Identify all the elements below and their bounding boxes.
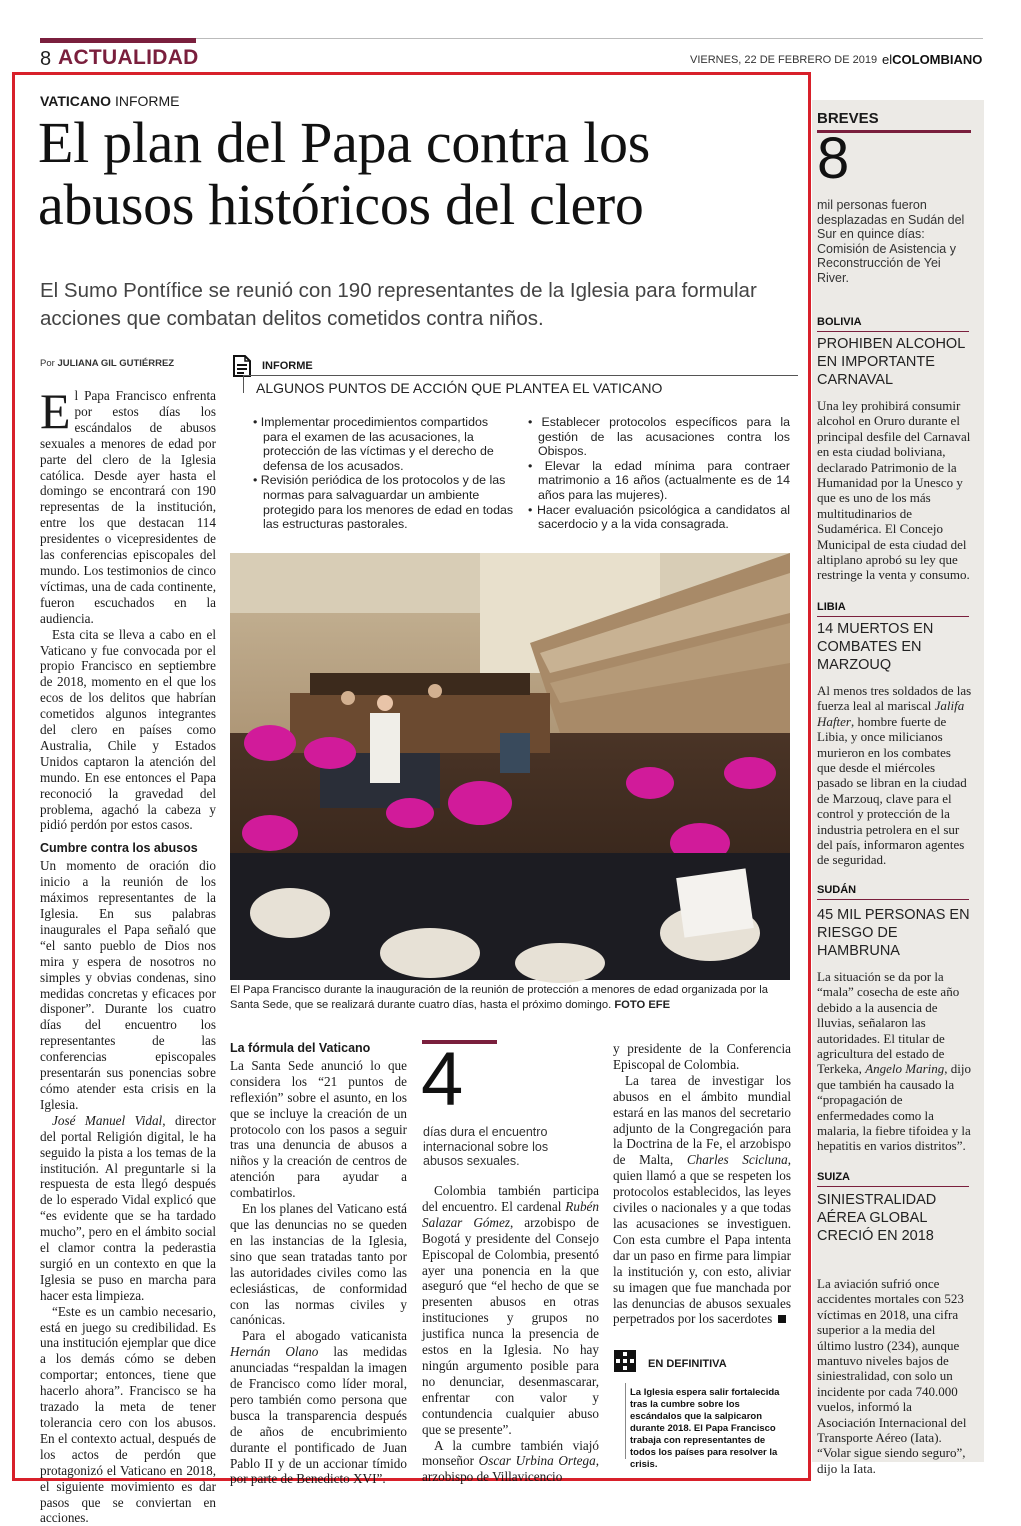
- logo-name: COLOMBIANO: [892, 52, 983, 67]
- bullet-item: • Elevar la edad mínima para contraer matrimonio a 16 años (actualmente es de 14 años para las mujeres).: [528, 459, 790, 503]
- article-column-2: [230, 1041, 407, 1487]
- bullet-item: • Establecer protocolos específicos para la gestión de las acusaciones contra los Obispos.: [528, 415, 790, 459]
- headline: El plan del Papa contra los abusos históricos del clero: [38, 110, 651, 237]
- paragraph: Un momento de oración dio inicio a la reunión de los máximos representantes de la Iglesia. En sus palabras inaugurales el Papa señaló que “el santo pueblo de Dios nos mira y espera de nosotros no simples y obvias condenas, sino medidas concretas y eficaces por disponer”. Durante los cuatro días del encuentro los representantes de las conferencias episcopales presentarán sus ponencias sobre cómo atender esta crisis en la Iglesia.: [40, 858, 216, 1112]
- bullet-item: • Revisión periódica de los protocolos y de las normas para salvaguardar un ambiente protegido para los menores de edad en todas las estructuras pastorales.: [253, 473, 515, 531]
- brief-rule: [817, 331, 969, 332]
- brief-text: Una ley prohibirá consumir alcohol en Oruro durante el principal desfile del Carnaval en esta ciudad boliviana, declarado Patrimonio de la Humanidad por la Unesco y que es uno de los más multitudinarios de Sudamérica. El Concejo Municipal de esta ciudad del altiplano aprobó su ley que restringe la venta y consumo.: [817, 398, 971, 583]
- summary-icon: [614, 1350, 636, 1372]
- byline: [40, 358, 174, 369]
- brief-text: [817, 969, 972, 1154]
- brief-headline: 14 MUERTOS EN COMBATES EN MARZOUQ: [817, 621, 934, 673]
- brief-text: [817, 683, 972, 868]
- paragraph: , arzobispo de Bogotá y presidente del Consejo Episcopal de Colombia, presentó ayer una ponencia en la que aseguró que “el hecho de que se presenten abusos en otras instituciones y grupos no justifica nunca la presencia de estos en la Iglesia. No hay ningún argumento posible para no denunciar, desenmascarar, enfrentar con valor y contundencia cualquier abuso que se presente”.: [422, 1214, 599, 1437]
- deck-subtitle: El Sumo Pontífice se reunió con 190 representantes de la Iglesia para formular acciones que combatan delitos cometidos contra niños.: [40, 279, 757, 330]
- newspaper-logo: [882, 52, 982, 67]
- sidebar-title: BREVES: [817, 110, 879, 127]
- paragraph: La Santa Sede anunció lo que considera los “21 puntos de reflexión” sobre el asunto, en los que se incluye la creación de un protocolo con los pasos a seguir tras una denuncia de abusos a niños y la creación de centros de atención para ayudar a combatirlos.: [230, 1057, 407, 1201]
- brief-text: La aviación sufrió once accidentes mortales con 523 víctimas en 2018, una cifra superior a la media del último lustro (234), aunque mantuvo niveles bajos de siniestralidad, con solo un incidente por cada 740.000 vuelos, informó la Asociación Internacional del Transporte Aéreo (Iata). “Volar sigue siendo seguro”, dijo la Iata.: [817, 1276, 967, 1476]
- brief-country: LIBIA: [817, 601, 846, 613]
- person-name: Hernán Olano: [230, 1344, 319, 1360]
- person-name: Charles Scicluna: [686, 1152, 788, 1168]
- person-name: Oscar Urbina Ortega: [478, 1453, 596, 1469]
- bullet-item: • Hacer evaluación psicológica a candidatos al sacerdocio y a la vida consagrada.: [528, 503, 790, 532]
- brief-country: SUDÁN: [817, 884, 857, 896]
- kicker-sub: INFORME: [114, 93, 180, 109]
- paragraph: , arzobispo de Villavicencio: [422, 1453, 599, 1485]
- logo-prefix: el: [882, 52, 893, 67]
- article-photo: [230, 553, 790, 980]
- paragraph: “Este es un cambio necesario, está en juego su credibilidad. Es una institución ejemplar que dice a los demás cómo se deben comportar; entonces, tiene que hacerlo ahora”. Francisco se ha trazado la meta de tener tolerancia cero con los abusos. En el contexto actual, después de los actos de perdón que protagonizó el Vaticano en 2018, el siguiente movimiento es dar pasos que se conviertan en acciones.: [40, 1303, 216, 1526]
- dropcap: E: [40, 383, 71, 439]
- end-mark: [778, 1315, 786, 1323]
- article-column-1: [40, 383, 216, 1526]
- brief-text-pre: La situación se da por la “mala” cosecha de este año debido a la ausencia de lluvias, señalaron las autoridades. El titular de agricultura del estado de Terkeka,: [817, 969, 960, 1077]
- photo-credit: [614, 999, 670, 1011]
- paragraph: , quien llamó a que se respeten los protocolos establecidos, las leyes civiles o nacionales y a que todas las acusaciones se investiguen. Con esta cumbre el Papa intenta dar un paso en firme para limpiar la institución y, con esto, aliviar su imagen que fue manchada por las denuncias de abusos sexuales perpetrados por los sacerdotes: [613, 1152, 791, 1327]
- paragraph-pre: Para el abogado vaticanista: [242, 1328, 407, 1344]
- brief-headline: PROHIBEN ALCOHOL EN IMPORTANTE CARNAVAL: [817, 336, 965, 388]
- informe-bullets-left: [253, 415, 515, 532]
- informe-bullets-right: [528, 415, 790, 532]
- paragraph-pre: Colombia también participa del encuentro. El cardenal: [422, 1183, 599, 1214]
- brief-headline: 45 MIL PERSONAS EN RIESGO DE HAMBRUNA: [817, 907, 970, 959]
- brief-text-pre: Al menos tres soldados de las fuerza leal al mariscal: [817, 683, 972, 714]
- caption-text: El Papa Francisco durante la inauguración de la reunión de protección a menores de edad organizada por la Santa Sede, que se realizará durante cuatro días, hasta el próximo domingo.: [230, 984, 768, 1011]
- paragraph: las medidas anunciadas “respaldan la imagen de Francisco como líder moral, pero también como persona que busca la transparencia después de años de encubrimiento durante el pontificado de Juan Pablo II y de un accionar tímido por parte de Benedicto XVI”.: [230, 1344, 407, 1487]
- brief-rule: [817, 1186, 969, 1187]
- paragraph-pre: A la cumbre también viajó monseñor: [422, 1437, 599, 1469]
- kicker-main: VATICANO: [40, 93, 112, 109]
- brief-country: SUIZA: [817, 1171, 850, 1183]
- stat-text: días dura el encuentro internacional sobre los abusos sexuales.: [423, 1125, 549, 1168]
- paragraph: , director del portal Religión digital, le ha seguido la pista a los temas de la institución. Al preguntarle si la respuesta de esta llegó después de lo esperado Vidal explicó que “es evidente que se ha tardado mucho”, pero en el ámbito social el clamor contra la pederastia surgió en un contexto en que la Iglesia se puso en marcha para hacer esta limpieza.: [40, 1112, 216, 1303]
- person-name: Jalifa Hafter: [817, 698, 965, 729]
- article-kicker: [40, 93, 180, 109]
- paragraph-pre: La tarea de investigar los abusos en el ámbito mundial estará en las manos del secretario adjunto de la Congregación para la Doctrina de la Fe, el arzobispo de Malta,: [613, 1072, 791, 1168]
- page-number: 8: [40, 48, 52, 70]
- brief-text-rest: , hombre fuerte de Libia, y once milicianos murieron en los combates que desde el miércoles pasado se libran en la ciudad de Marzouq, clave para el control y protección de la industria petrolera en el sur del país, informaron agentes de seguridad.: [817, 713, 967, 868]
- brief-rule: [817, 616, 969, 617]
- person-name: José Manuel Vidal: [52, 1112, 163, 1128]
- paragraph: y presidente de la Conferencia Episcopal de Colombia.: [613, 1041, 791, 1072]
- brief-text-rest: , dijo que también ha causado la “propagación de enfermedades como la malaria, la fiebre tifoidea y la hepatitis en varios distritos”.: [817, 1061, 971, 1154]
- summary-text: La Iglesia espera salir fortalecida tras la cumbre sobre los escándalos que la salpicaron durante 2018. El Papa Francisco trabaja con representantes de todos los países para resolver la crisis.: [630, 1387, 780, 1470]
- article-column-4: [613, 1041, 791, 1329]
- subhead: Cumbre contra los abusos: [40, 841, 198, 856]
- article-column-3: [422, 1183, 599, 1485]
- paragraph: Esta cita se lleva a cabo en el Vaticano y fue convocada por el propio Francisco en septiembre de 2018, momento en el que los ecos de los delitos que habrían cometidos algunos integrantes del clero en países como Australia, Chile y Estados Unidos captaron la atención del mundo. En ese entonces el Papa reconoció la gravedad del problema, agachó la cabeza y pidió perdón por estos casos.: [40, 626, 216, 833]
- informe-title: ALGUNOS PUNTOS DE ACCIÓN QUE PLANTEA EL VATICANO: [256, 380, 663, 396]
- paragraph: En los planes del Vaticano está que las denuncias no se queden en las instancias de la Iglesia, sino que sean tratadas tanto por las autoridades civiles como las eclesiásticas, de conformidad con las normas civiles y canónicas.: [230, 1201, 407, 1328]
- sidebar-big-number: 8: [817, 126, 850, 191]
- byline-author: JULIANA GIL GUTIÉRREZ: [57, 358, 175, 369]
- brief-rule: [817, 899, 969, 900]
- section-name: ACTUALIDAD: [58, 46, 199, 69]
- byline-prefix: Por: [40, 358, 55, 369]
- person-name: Angelo Maring: [865, 1061, 945, 1077]
- person-name: Rubén Salazar Gómez: [422, 1198, 599, 1230]
- summary-label: EN DEFINITIVA: [648, 1358, 727, 1370]
- photo-caption: [230, 983, 792, 1012]
- section-accent-bar: [40, 38, 196, 43]
- brief-country: BOLIVIA: [817, 316, 862, 328]
- informe-label: INFORME: [262, 360, 313, 372]
- bullet-item: • Implementar procedimientos compartidos para el examen de las acusaciones, la protección de las víctimas y el derecho de defensa de los acusados.: [253, 415, 515, 473]
- credit-prefix: FOTO: [614, 998, 646, 1011]
- issue-date: VIERNES, 22 DE FEBRERO DE 2019: [690, 54, 878, 66]
- stat-number: 4: [421, 1037, 464, 1122]
- sidebar-big-text: mil personas fueron desplazadas en Sudán del Sur en quince días: Comisión de Asistencia y Reconstrucción de Yei River.: [817, 198, 965, 285]
- document-icon: [232, 355, 252, 377]
- paragraph: l Papa Francisco enfrenta por estos días los escándalos de abusos sexuales a menores de edad por parte del clero de la Iglesia católica. Desde ayer hasta el domingo se encontrará con 190 representas de la institución, entre los que destacan 114 presidentes o vicepresidentes de las conferencias episcopales del mundo. Los testimonios de cinco víctimas, una de cada continente, fueron escuchados en la audiencia.: [40, 388, 216, 626]
- credit-agency: EFE: [648, 998, 671, 1011]
- subhead: La fórmula del Vaticano: [230, 1041, 371, 1055]
- brief-headline: SINIESTRALIDAD AÉREA GLOBAL CRECIÓ EN 2018: [817, 1192, 937, 1244]
